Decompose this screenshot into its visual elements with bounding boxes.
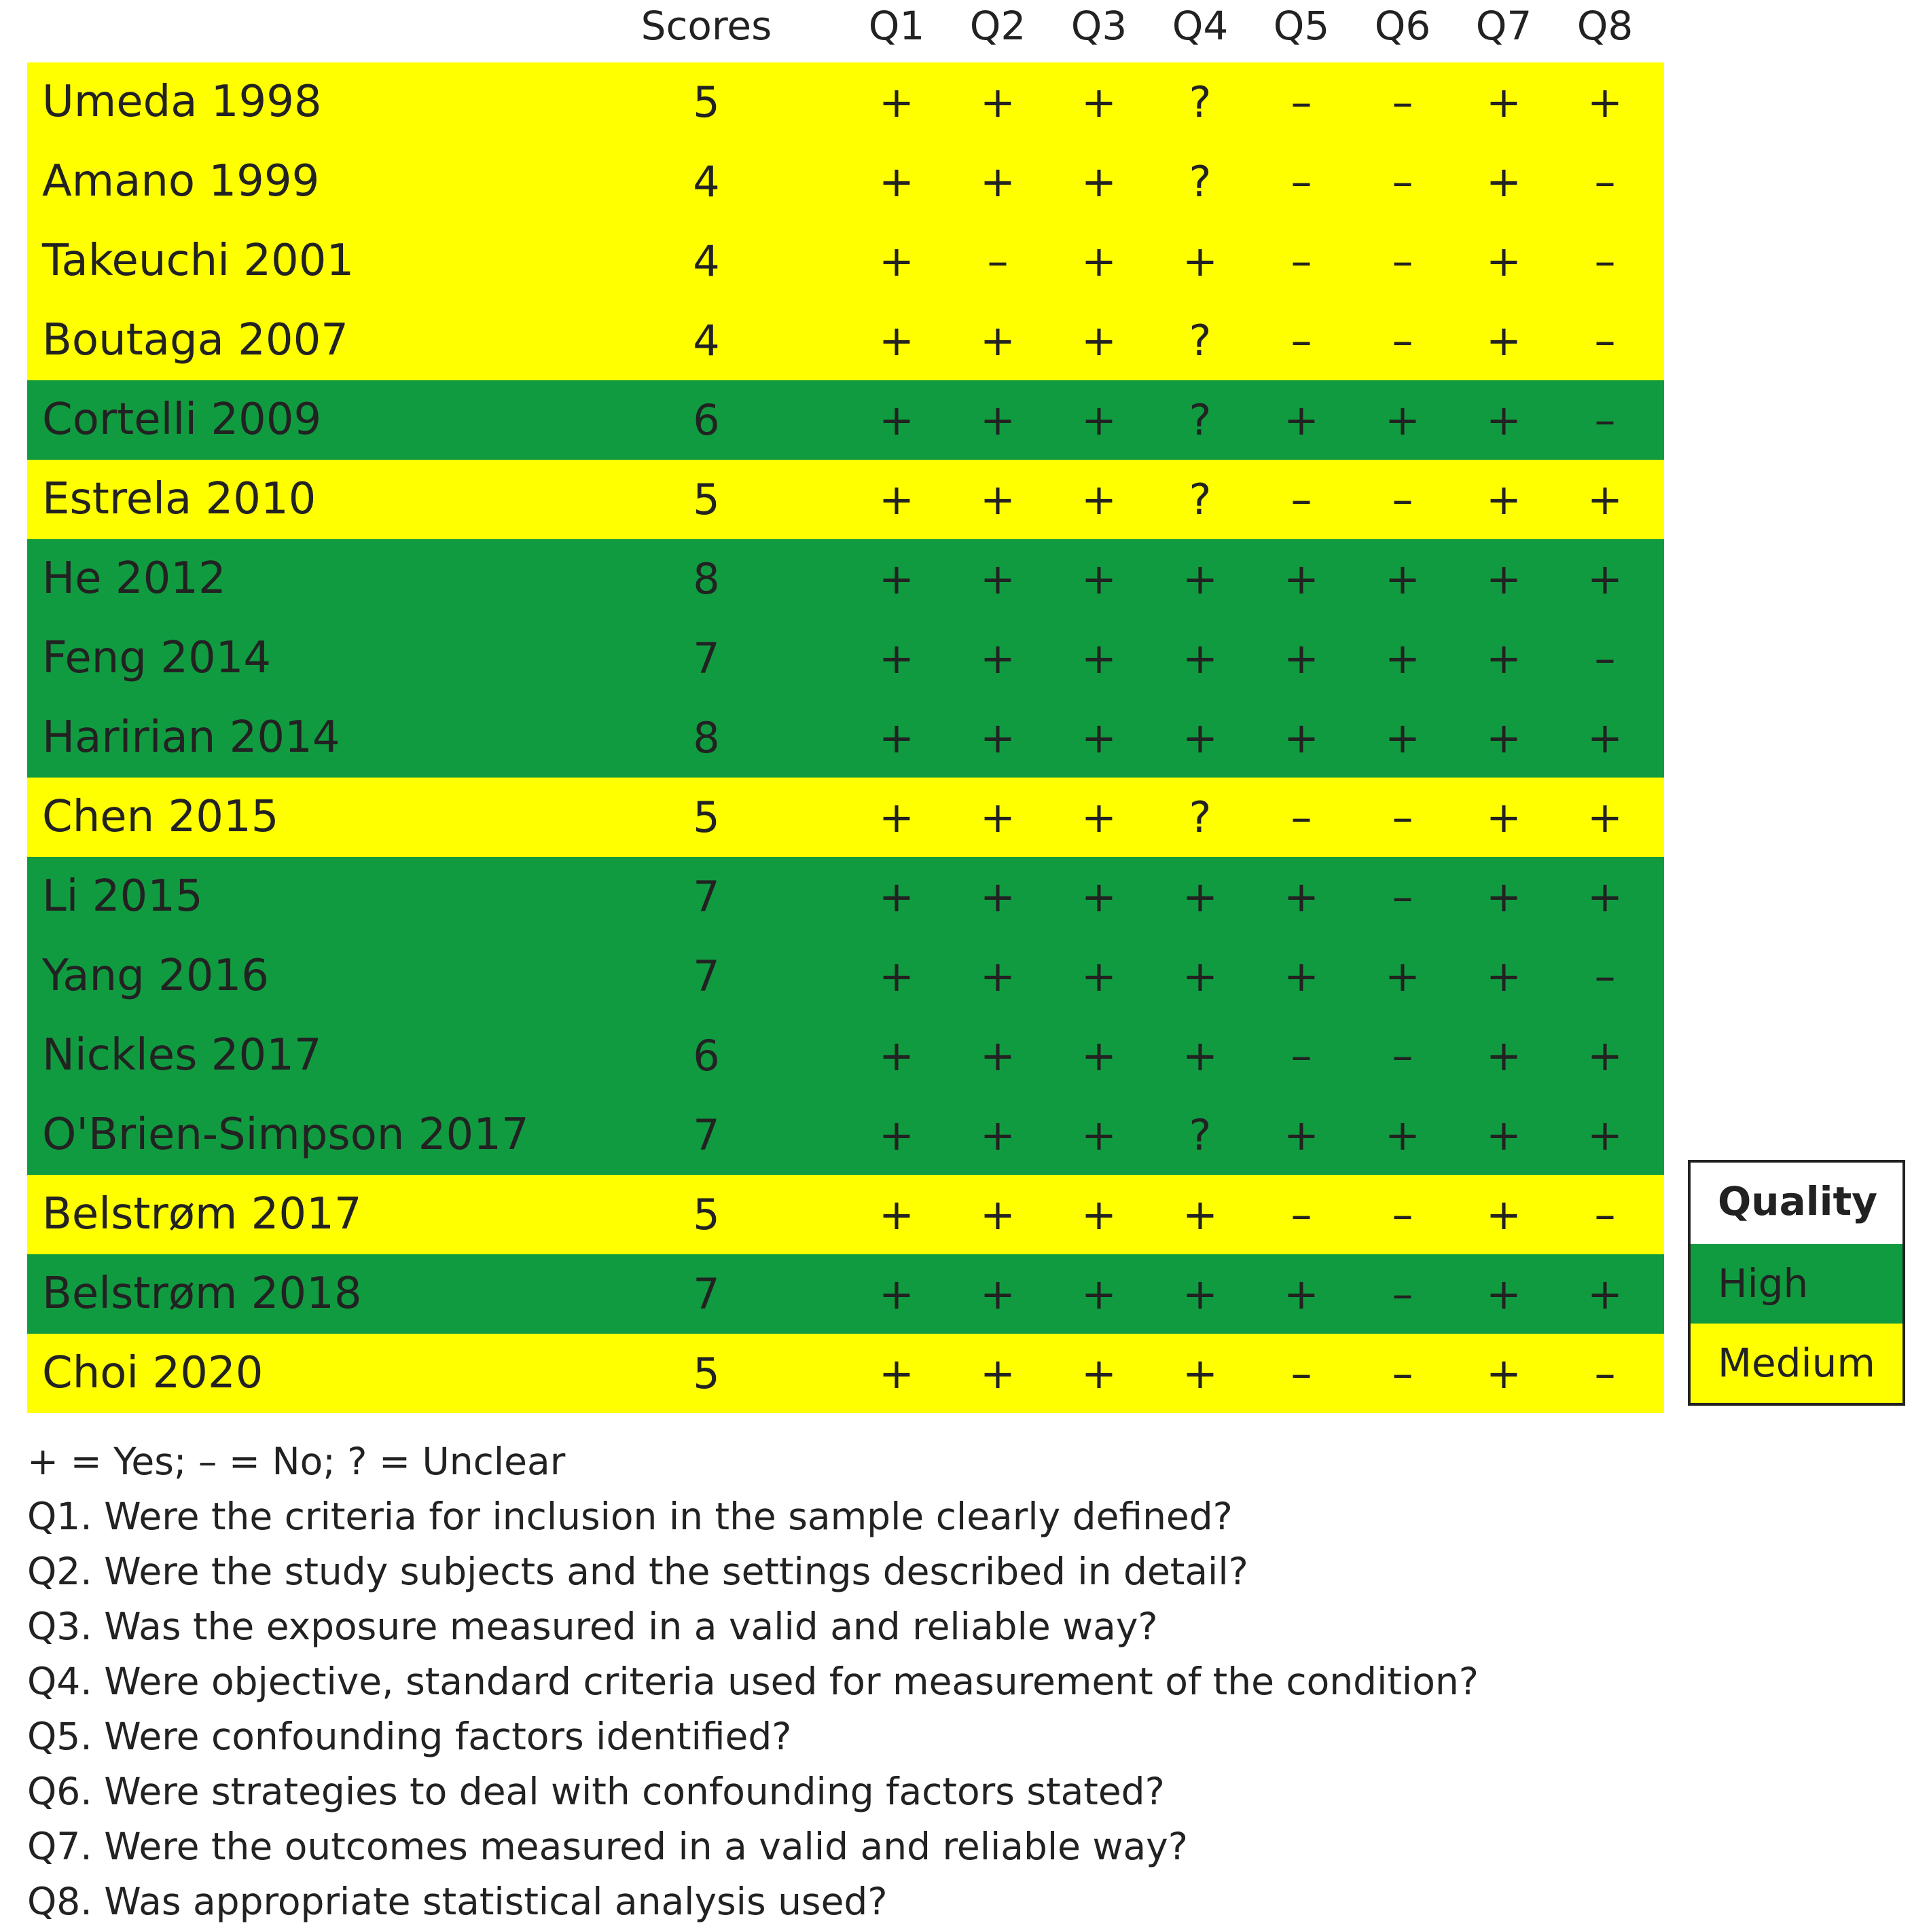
q2-mark: +	[980, 475, 1015, 524]
q2-mark: +	[980, 1110, 1015, 1160]
q4-mark: +	[1183, 713, 1218, 763]
q6-mark: +	[1385, 951, 1420, 1001]
q8-mark: –	[1594, 395, 1616, 445]
table-row	[27, 857, 1664, 936]
q8-mark: +	[1587, 872, 1623, 922]
q5-mark: +	[1284, 872, 1319, 922]
study-name: Chen 2015	[42, 792, 279, 842]
table-row	[27, 936, 1664, 1016]
q6-mark: +	[1385, 634, 1420, 683]
study-name: Takeuchi 2001	[42, 236, 355, 286]
q3-mark: +	[1081, 1110, 1117, 1160]
q2-mark: +	[980, 713, 1015, 763]
study-score: 6	[693, 395, 720, 445]
q5-mark: –	[1291, 1190, 1312, 1239]
q3-mark: +	[1081, 1269, 1117, 1319]
q7-mark: +	[1486, 634, 1521, 683]
q4-mark: ?	[1189, 157, 1212, 206]
q7-mark: +	[1486, 77, 1521, 127]
q6-mark: –	[1392, 1190, 1413, 1239]
table-row	[27, 380, 1664, 460]
q6-mark: –	[1392, 872, 1413, 922]
q1-mark: +	[879, 1269, 914, 1319]
q3-header: Q3	[1070, 3, 1128, 49]
study-score: 6	[693, 1031, 720, 1080]
study-score: 7	[693, 951, 720, 1001]
table-row	[27, 619, 1664, 698]
study-name: Choi 2020	[42, 1348, 264, 1398]
q2-mark: +	[980, 1349, 1015, 1398]
q7-mark: +	[1486, 1349, 1521, 1398]
table-row	[27, 539, 1664, 619]
q2-mark: +	[980, 1031, 1015, 1080]
q7-header: Q7	[1475, 3, 1532, 49]
q5-mark: +	[1284, 554, 1319, 604]
q2-mark: –	[987, 236, 1009, 286]
table-row	[27, 1334, 1664, 1413]
q4-mark: +	[1183, 1349, 1218, 1398]
q1-mark: +	[879, 475, 914, 524]
q1-mark: +	[879, 316, 914, 365]
q7-mark: +	[1486, 316, 1521, 365]
q1-mark: +	[879, 554, 914, 604]
q6-mark: +	[1385, 554, 1420, 604]
q4-mark: +	[1183, 634, 1218, 683]
table-header	[27, 0, 1664, 58]
q3-mark: +	[1081, 395, 1117, 445]
q2-mark: +	[980, 157, 1015, 206]
note-q7: Q7. Were the outcomes measured in a valid and reliable way?	[27, 1825, 1188, 1868]
q7-mark: +	[1486, 554, 1521, 604]
quality-table	[27, 62, 1664, 1413]
legend-title: Quality	[1691, 1163, 1902, 1244]
note-q4: Q4. Were objective, standard criteria used for measurement of the condition?	[27, 1660, 1479, 1703]
q3-mark: +	[1081, 951, 1117, 1001]
table-row	[27, 460, 1664, 539]
q5-mark: –	[1291, 77, 1312, 127]
q7-mark: +	[1486, 475, 1521, 524]
q4-mark: ?	[1189, 1110, 1212, 1160]
note-legend: + = Yes; – = No; ? = Unclear	[27, 1440, 566, 1483]
note-q5: Q5. Were confounding factors identified?	[27, 1715, 792, 1758]
q6-mark: –	[1392, 157, 1413, 206]
q3-mark: +	[1081, 236, 1117, 286]
table-row	[27, 1095, 1664, 1175]
q5-mark: –	[1291, 316, 1312, 365]
study-name: Yang 2016	[42, 951, 269, 1001]
q4-mark: ?	[1189, 475, 1212, 524]
study-score: 4	[693, 316, 720, 365]
q7-mark: +	[1486, 1110, 1521, 1160]
q2-mark: +	[980, 872, 1015, 922]
q7-mark: +	[1486, 872, 1521, 922]
q8-mark: +	[1587, 1269, 1623, 1319]
q6-header: Q6	[1374, 3, 1431, 49]
study-score: 5	[693, 792, 720, 842]
q8-mark: +	[1587, 554, 1623, 604]
q6-mark: –	[1392, 316, 1413, 365]
q4-mark: +	[1183, 951, 1218, 1001]
q5-mark: –	[1291, 236, 1312, 286]
study-score: 7	[693, 634, 720, 683]
table-row	[27, 221, 1664, 301]
q8-mark: –	[1594, 316, 1616, 365]
q2-mark: +	[980, 1269, 1015, 1319]
q6-mark: –	[1392, 1269, 1413, 1319]
q8-mark: –	[1594, 951, 1616, 1001]
footnotes	[27, 1434, 1861, 1929]
q8-mark: +	[1587, 792, 1623, 842]
q3-mark: +	[1081, 554, 1117, 604]
q8-mark: –	[1594, 1349, 1616, 1398]
q5-mark: –	[1291, 1031, 1312, 1080]
table-row	[27, 301, 1664, 380]
q8-mark: +	[1587, 77, 1623, 127]
q7-mark: +	[1486, 157, 1521, 206]
q4-mark: ?	[1189, 77, 1212, 127]
table-row	[27, 62, 1664, 142]
study-name: Estrela 2010	[42, 474, 317, 524]
study-score: 4	[693, 236, 720, 286]
q3-mark: +	[1081, 713, 1117, 763]
q4-mark: ?	[1189, 792, 1212, 842]
q2-mark: +	[980, 77, 1015, 127]
q7-mark: +	[1486, 792, 1521, 842]
legend-high: High	[1691, 1244, 1902, 1324]
quality-legend	[1688, 1160, 1905, 1406]
q8-mark: +	[1587, 713, 1623, 763]
q6-mark: +	[1385, 395, 1420, 445]
q4-header: Q4	[1172, 3, 1229, 49]
q1-mark: +	[879, 713, 914, 763]
q1-header: Q1	[868, 3, 925, 49]
q7-mark: +	[1486, 395, 1521, 445]
table-row	[27, 698, 1664, 778]
q1-mark: +	[879, 236, 914, 286]
study-score: 5	[693, 1349, 720, 1398]
scores-header: Scores	[641, 3, 772, 49]
q7-mark: +	[1486, 236, 1521, 286]
table-row	[27, 1175, 1664, 1254]
q5-mark: –	[1291, 157, 1312, 206]
q7-mark: +	[1486, 713, 1521, 763]
legend-medium: Medium	[1691, 1324, 1902, 1403]
q5-mark: +	[1284, 395, 1319, 445]
q2-mark: +	[980, 951, 1015, 1001]
note-q6: Q6. Were strategies to deal with confounding factors stated?	[27, 1770, 1165, 1813]
q5-mark: –	[1291, 792, 1312, 842]
q6-mark: –	[1392, 236, 1413, 286]
q1-mark: +	[879, 1110, 914, 1160]
q8-mark: +	[1587, 1031, 1623, 1080]
study-name: He 2012	[42, 553, 226, 604]
q7-mark: +	[1486, 951, 1521, 1001]
q5-mark: +	[1284, 713, 1319, 763]
study-name: Feng 2014	[42, 633, 272, 683]
study-score: 7	[693, 872, 720, 922]
q5-mark: +	[1284, 1110, 1319, 1160]
note-q8: Q8. Was appropriate statistical analysis used?	[27, 1880, 888, 1923]
q1-mark: +	[879, 792, 914, 842]
q4-mark: ?	[1189, 395, 1212, 445]
study-score: 5	[693, 475, 720, 524]
q8-mark: –	[1594, 1190, 1616, 1239]
q4-mark: +	[1183, 1190, 1218, 1239]
q3-mark: +	[1081, 475, 1117, 524]
q2-mark: +	[980, 554, 1015, 604]
q1-mark: +	[879, 1031, 914, 1080]
q1-mark: +	[879, 395, 914, 445]
q4-mark: +	[1183, 872, 1218, 922]
q1-mark: +	[879, 1190, 914, 1239]
q5-mark: +	[1284, 1269, 1319, 1319]
study-name: Nickles 2017	[42, 1030, 322, 1080]
q3-mark: +	[1081, 157, 1117, 206]
q3-mark: +	[1081, 316, 1117, 365]
study-name: Cortelli 2009	[42, 395, 322, 445]
q2-mark: +	[980, 792, 1015, 842]
q2-mark: +	[980, 316, 1015, 365]
q4-mark: ?	[1189, 316, 1212, 365]
q3-mark: +	[1081, 1190, 1117, 1239]
study-score: 7	[693, 1110, 720, 1160]
q8-mark: –	[1594, 236, 1616, 286]
q5-header: Q5	[1273, 3, 1330, 49]
q1-mark: +	[879, 1349, 914, 1398]
note-q1: Q1. Were the criteria for inclusion in the sample clearly defined?	[27, 1495, 1233, 1538]
table-row	[27, 142, 1664, 221]
q1-mark: +	[879, 951, 914, 1001]
q2-header: Q2	[969, 3, 1026, 49]
q1-mark: +	[879, 157, 914, 206]
study-name: Belstrøm 2017	[42, 1189, 362, 1239]
q3-mark: +	[1081, 1349, 1117, 1398]
table-row	[27, 778, 1664, 857]
study-score: 7	[693, 1269, 720, 1319]
q3-mark: +	[1081, 792, 1117, 842]
note-q3: Q3. Was the exposure measured in a valid and reliable way?	[27, 1605, 1158, 1648]
q7-mark: +	[1486, 1190, 1521, 1239]
q8-mark: +	[1587, 1110, 1623, 1160]
q4-mark: +	[1183, 1269, 1218, 1319]
q3-mark: +	[1081, 872, 1117, 922]
q1-mark: +	[879, 77, 914, 127]
q2-mark: +	[980, 634, 1015, 683]
q7-mark: +	[1486, 1269, 1521, 1319]
q5-mark: +	[1284, 634, 1319, 683]
study-score: 8	[693, 554, 720, 604]
q3-mark: +	[1081, 1031, 1117, 1080]
study-score: 4	[693, 157, 720, 206]
study-name: Belstrøm 2018	[42, 1269, 362, 1319]
study-name: Umeda 1998	[42, 77, 322, 127]
q8-header: Q8	[1576, 3, 1634, 49]
q1-mark: +	[879, 634, 914, 683]
table-row	[27, 1016, 1664, 1095]
q5-mark: +	[1284, 951, 1319, 1001]
study-name: O'Brien-Simpson 2017	[42, 1110, 529, 1160]
table-row	[27, 1254, 1664, 1334]
q8-mark: –	[1594, 157, 1616, 206]
q5-mark: –	[1291, 1349, 1312, 1398]
q7-mark: +	[1486, 1031, 1521, 1080]
q2-mark: +	[980, 1190, 1015, 1239]
q3-mark: +	[1081, 634, 1117, 683]
q4-mark: +	[1183, 236, 1218, 286]
q1-mark: +	[879, 872, 914, 922]
q6-mark: –	[1392, 1031, 1413, 1080]
q2-mark: +	[980, 395, 1015, 445]
study-score: 5	[693, 77, 720, 127]
q8-mark: –	[1594, 634, 1616, 683]
study-score: 8	[693, 713, 720, 763]
q6-mark: –	[1392, 1349, 1413, 1398]
q6-mark: +	[1385, 713, 1420, 763]
q6-mark: –	[1392, 792, 1413, 842]
q6-mark: +	[1385, 1110, 1420, 1160]
note-q2: Q2. Were the study subjects and the settings described in detail?	[27, 1550, 1248, 1593]
study-name: Amano 1999	[42, 156, 320, 206]
q4-mark: +	[1183, 1031, 1218, 1080]
q5-mark: –	[1291, 475, 1312, 524]
study-name: Haririan 2014	[42, 712, 340, 763]
q3-mark: +	[1081, 77, 1117, 127]
q6-mark: –	[1392, 475, 1413, 524]
study-name: Li 2015	[42, 871, 203, 922]
q8-mark: +	[1587, 475, 1623, 524]
q6-mark: –	[1392, 77, 1413, 127]
q4-mark: +	[1183, 554, 1218, 604]
study-name: Boutaga 2007	[42, 315, 348, 365]
study-score: 5	[693, 1190, 720, 1239]
